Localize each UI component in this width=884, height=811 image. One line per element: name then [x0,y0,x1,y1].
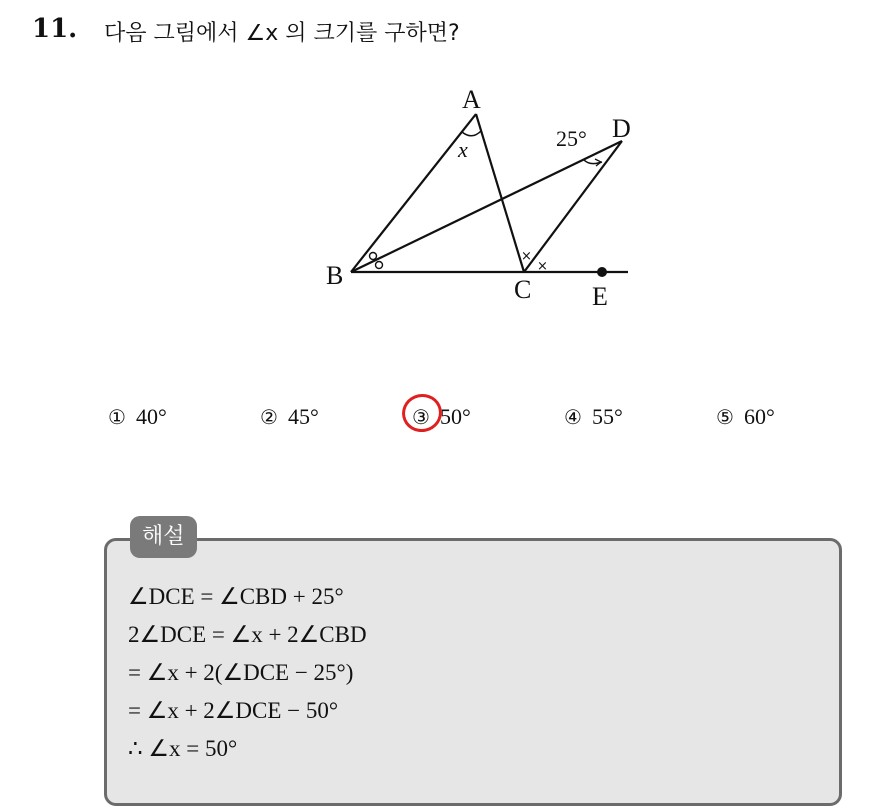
choice-value: 55° [591,404,623,429]
solution-line: 2∠DCE = ∠x + 2∠CBD [128,622,367,647]
label-e: E [592,282,608,311]
solution-line: ∴ ∠x = 50° [128,736,238,761]
segment-bd [351,141,622,272]
choice-mark: ② [260,405,278,429]
cross-mark-1: × [521,249,532,264]
solution-line: = ∠x + 2∠DCE − 50° [128,698,339,723]
segment-cd [524,141,622,272]
label-a: A [462,85,481,114]
solution-lines [128,578,367,768]
choice-value: 45° [287,404,319,429]
choice-5[interactable] [716,404,775,430]
answer-choices [0,404,884,438]
angle-arc-a [462,131,481,136]
geometry-figure [300,78,640,318]
choice-mark: ⑤ [716,405,734,429]
choice-2[interactable] [260,404,319,430]
choice-value: 40° [135,404,167,429]
label-d: D [612,114,631,143]
choice-value: 50° [439,404,471,429]
question-text: 다음 그림에서 ∠x 의 크기를 구하면? [104,21,460,46]
circle-mark-2 [376,262,383,269]
question-number: 11. [32,14,78,44]
choice-mark: ④ [564,405,582,429]
solution-line: = ∠x + 2(∠DCE − 25°) [128,660,354,685]
point-e-dot [597,267,607,277]
label-x: x [458,137,468,162]
choice-mark: ① [108,405,126,429]
label-c: C [514,275,532,304]
choice-3[interactable] [412,404,471,430]
choice-4[interactable] [564,404,623,430]
choice-value: 60° [743,404,775,429]
label-25-degrees: 25° [556,126,587,151]
cross-mark-2: × [537,259,548,274]
choice-mark: ③ [412,405,430,429]
choice-1[interactable] [108,404,167,430]
solution-tag: 해설 [130,516,197,558]
solution-line: ∠DCE = ∠CBD + 25° [128,584,344,609]
label-b: B [326,261,344,290]
circle-mark-1 [370,253,377,260]
